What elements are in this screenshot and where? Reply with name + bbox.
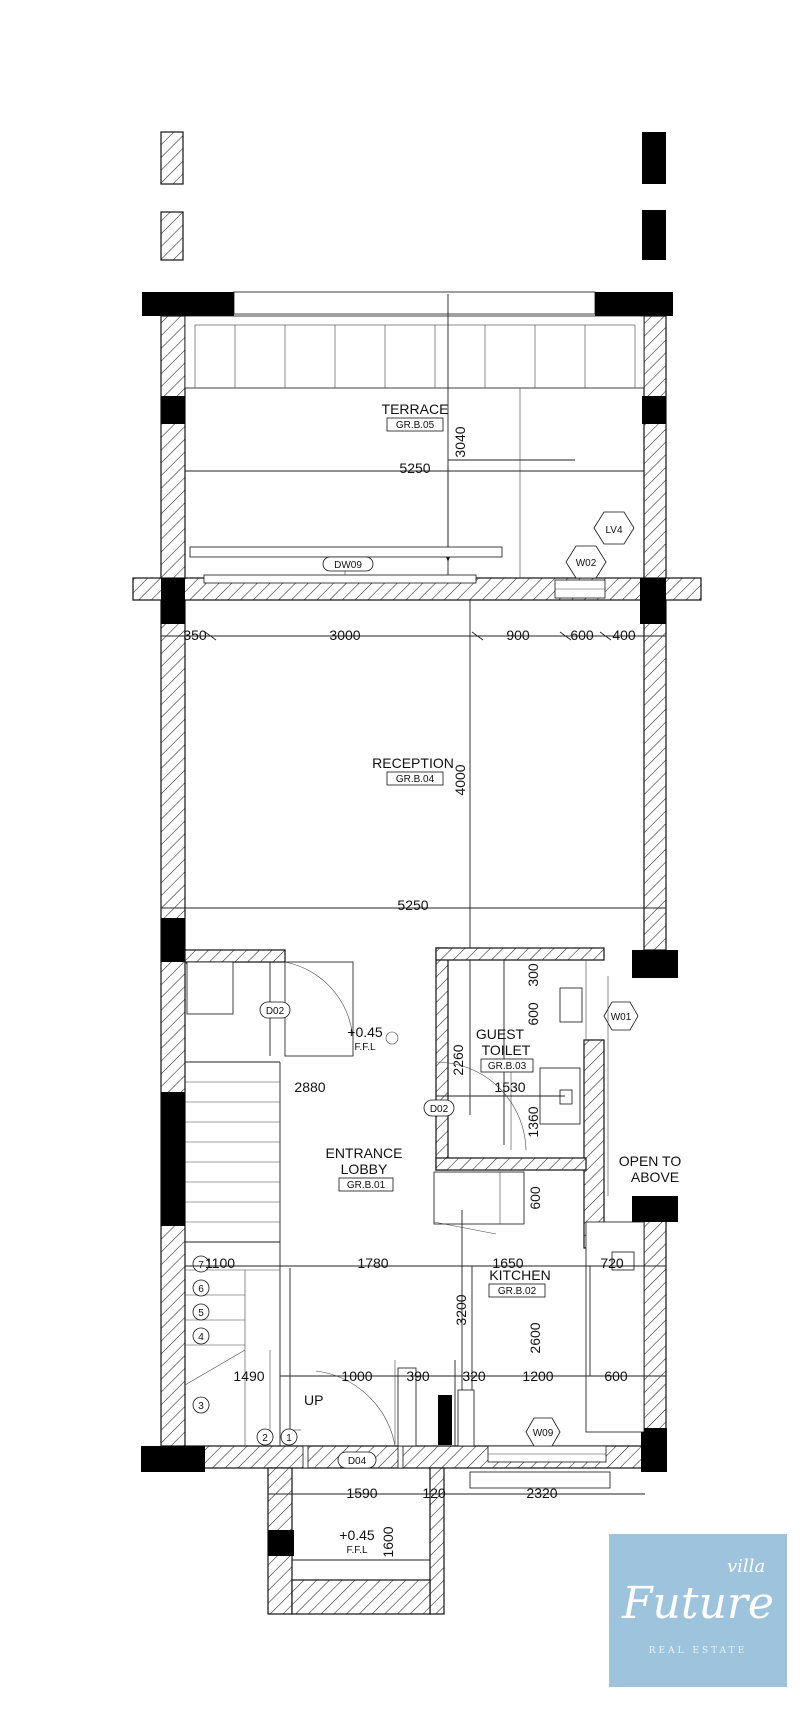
tag-d02-b: D02 [429, 1104, 449, 1115]
dim-300: 300 [525, 963, 541, 987]
toilet-code: GR.B.03 [487, 1061, 527, 1072]
step-2: 2 [262, 1433, 268, 1444]
lobby-level: +0.45 [347, 1024, 383, 1040]
logo-main-text: Future [622, 1578, 774, 1629]
dim-600-kitchen: 600 [527, 1186, 543, 1210]
entry-porch [268, 1468, 645, 1614]
open-to-above-2: ABOVE [630, 1169, 680, 1185]
dim-1360: 1360 [525, 1106, 541, 1138]
dim-1780: 1780 [357, 1255, 389, 1271]
dim-1490: 1490 [233, 1368, 265, 1384]
lobby-code: GR.B.01 [346, 1180, 386, 1191]
dim-1530: 1530 [494, 1079, 526, 1095]
entry-level: +0.45 [339, 1527, 375, 1543]
kitchen-code: GR.B.02 [497, 1286, 537, 1297]
reception-code: GR.B.04 [395, 774, 435, 785]
stairs-up-label: UP [304, 1392, 324, 1408]
terrace-label: TERRACE [381, 401, 449, 417]
future-villa-logo [609, 1534, 787, 1687]
entry-ffl: F.F.L [346, 1545, 368, 1556]
step-7: 7 [198, 1260, 204, 1271]
dim-600-bottom: 600 [604, 1368, 628, 1384]
logo-sub-text: REAL ESTATE [648, 1646, 748, 1656]
reception-area [161, 600, 666, 1115]
dim-1600: 1600 [380, 1526, 396, 1558]
tag-dw09: DW09 [334, 560, 362, 571]
dim-120: 120 [422, 1485, 446, 1501]
dim-1100: 1100 [204, 1255, 236, 1271]
dim-1000: 1000 [341, 1368, 373, 1384]
dim-2320: 2320 [526, 1485, 558, 1501]
dim-720: 720 [600, 1255, 624, 1271]
dim-2260: 2260 [450, 1044, 466, 1076]
step-5: 5 [198, 1308, 204, 1319]
open-to-above-1: OPEN TO [618, 1153, 682, 1169]
lobby-label-1: ENTRANCE [325, 1145, 403, 1161]
reception-label: RECEPTION [372, 755, 454, 771]
tag-lv4: LV4 [605, 525, 623, 536]
dim-3200: 3200 [453, 1294, 469, 1326]
dim-320: 320 [462, 1368, 486, 1384]
dim-terrace-width: 5250 [399, 460, 431, 476]
dim-terrace-depth: 3040 [452, 426, 468, 458]
logo-small-text: villa [727, 1556, 766, 1577]
dim-2880: 2880 [294, 1079, 326, 1095]
tag-w02: W02 [575, 558, 597, 569]
dim-2600: 2600 [527, 1322, 543, 1354]
dim-600-top: 600 [570, 627, 594, 643]
lobby-label-2: LOBBY [340, 1161, 388, 1177]
step-3: 3 [198, 1401, 204, 1412]
step-4: 4 [198, 1332, 204, 1343]
dim-400: 400 [612, 627, 636, 643]
dim-1650: 1650 [492, 1255, 524, 1271]
toilet-label-1: GUEST [475, 1026, 525, 1042]
tag-d04: D04 [347, 1456, 367, 1467]
dim-390: 390 [406, 1368, 430, 1384]
toilet-label-2: TOILET [481, 1042, 531, 1058]
tag-w01: W01 [610, 1012, 632, 1023]
top-parapet [142, 132, 673, 316]
dim-1200: 1200 [522, 1368, 554, 1384]
dim-reception-depth: 4000 [452, 764, 468, 796]
lobby-and-stairs [185, 950, 455, 1468]
terrace-code: GR.B.05 [395, 420, 435, 431]
dim-3000: 3000 [329, 627, 361, 643]
dim-1590: 1590 [346, 1485, 378, 1501]
tag-w09: W09 [532, 1428, 554, 1439]
lobby-ffl: F.F.L [354, 1042, 376, 1053]
dim-900: 900 [506, 627, 530, 643]
tag-d02-a: D02 [265, 1006, 285, 1017]
level-marker-icon [386, 1032, 398, 1044]
dim-350: 350 [183, 627, 207, 643]
step-1: 1 [286, 1433, 292, 1444]
step-6: 6 [198, 1284, 204, 1295]
dim-reception-width: 5250 [397, 897, 429, 913]
dim-600-toilet: 600 [525, 1002, 541, 1026]
kitchen-label: KITCHEN [489, 1267, 551, 1283]
